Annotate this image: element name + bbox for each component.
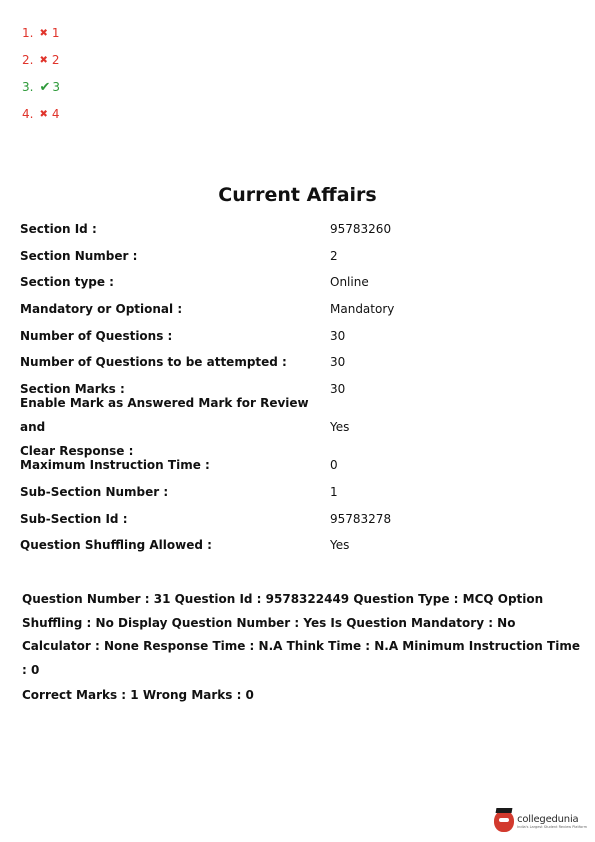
row-label: Maximum Instruction Time : [20, 458, 210, 473]
mark-for-review-row [20, 396, 580, 459]
logo-text [517, 814, 587, 829]
section-number-row [20, 243, 580, 270]
option-value: 3 [52, 80, 60, 94]
mandatory-row [20, 296, 580, 323]
row-label: Question Shuffling Allowed : [20, 538, 212, 553]
row-value: 95783278 [330, 511, 392, 526]
answer-options-list [22, 20, 60, 128]
sub-section-number-row [20, 479, 580, 506]
section-title: Current Affairs [218, 184, 377, 206]
question-marks: Correct Marks : 1 Wrong Marks : 0 [22, 688, 254, 702]
row-label: Sub-Section Id : [20, 511, 128, 526]
graduate-mascot-icon [494, 810, 514, 832]
row-value: 95783260 [330, 222, 392, 237]
option-number: 1. [22, 26, 34, 40]
row-label-line-2: Clear Response : [20, 444, 134, 459]
question-info-block [22, 588, 582, 708]
question-shuffling-row [20, 532, 580, 559]
option-4 [22, 101, 60, 128]
logo-name: collegedunia [517, 813, 579, 825]
option-2 [22, 47, 60, 74]
row-value: 30 [330, 381, 346, 396]
row-value: Online [330, 275, 369, 290]
section-type-row [20, 269, 580, 296]
cross-icon: ✖ [39, 28, 48, 39]
row-value: 1 [330, 485, 338, 500]
option-number: 2. [22, 53, 34, 67]
row-label: Section Id : [20, 222, 97, 237]
row-label-line-1: Enable Mark as Answered Mark for Review and [20, 396, 309, 435]
row-value: 30 [330, 328, 346, 343]
section-id-row [20, 216, 580, 243]
row-value: Yes [330, 420, 350, 435]
option-value: 4 [51, 107, 60, 121]
max-instruction-time-row [20, 452, 580, 479]
collegedunia-logo [494, 810, 587, 832]
row-label: Sub-Section Number : [20, 485, 169, 500]
option-1 [22, 20, 60, 47]
row-value: 2 [330, 248, 338, 263]
row-label: Section type : [20, 275, 114, 290]
row-value: Mandatory [330, 302, 395, 317]
logo-tagline: India's Largest Student Review Platform [517, 824, 587, 829]
option-value: 1 [51, 26, 60, 40]
row-label: Section Marks : [20, 381, 125, 396]
check-icon: ✔ [39, 80, 51, 95]
row-label: Number of Questions to be attempted : [20, 355, 287, 370]
questions-to-attempt-row [20, 349, 580, 376]
option-value: 2 [51, 53, 60, 67]
option-number: 3. [22, 80, 34, 94]
option-number: 4. [22, 107, 34, 121]
number-of-questions-row [20, 322, 580, 349]
row-label: Number of Questions : [20, 328, 173, 343]
section-details-table [20, 216, 580, 559]
question-info: Question Number : 31 Question Id : 9578322449 Question Type : MCQ Option Shuffling : No Display Question Number : Yes Is Question Mandatory : No Calculator : None Response Time : N.A Think Time : N.A Minimum Instruction Time : 0 [22, 592, 580, 677]
row-value: Yes [330, 538, 350, 553]
sub-section-id-row [20, 505, 580, 532]
row-label: Mandatory or Optional : [20, 302, 183, 317]
row-value: 0 [330, 458, 338, 473]
row-value: 30 [330, 355, 346, 370]
cross-icon: ✖ [39, 55, 48, 66]
row-label [20, 391, 330, 463]
option-3 [22, 74, 60, 101]
cross-icon: ✖ [39, 109, 48, 120]
row-label: Section Number : [20, 248, 138, 263]
